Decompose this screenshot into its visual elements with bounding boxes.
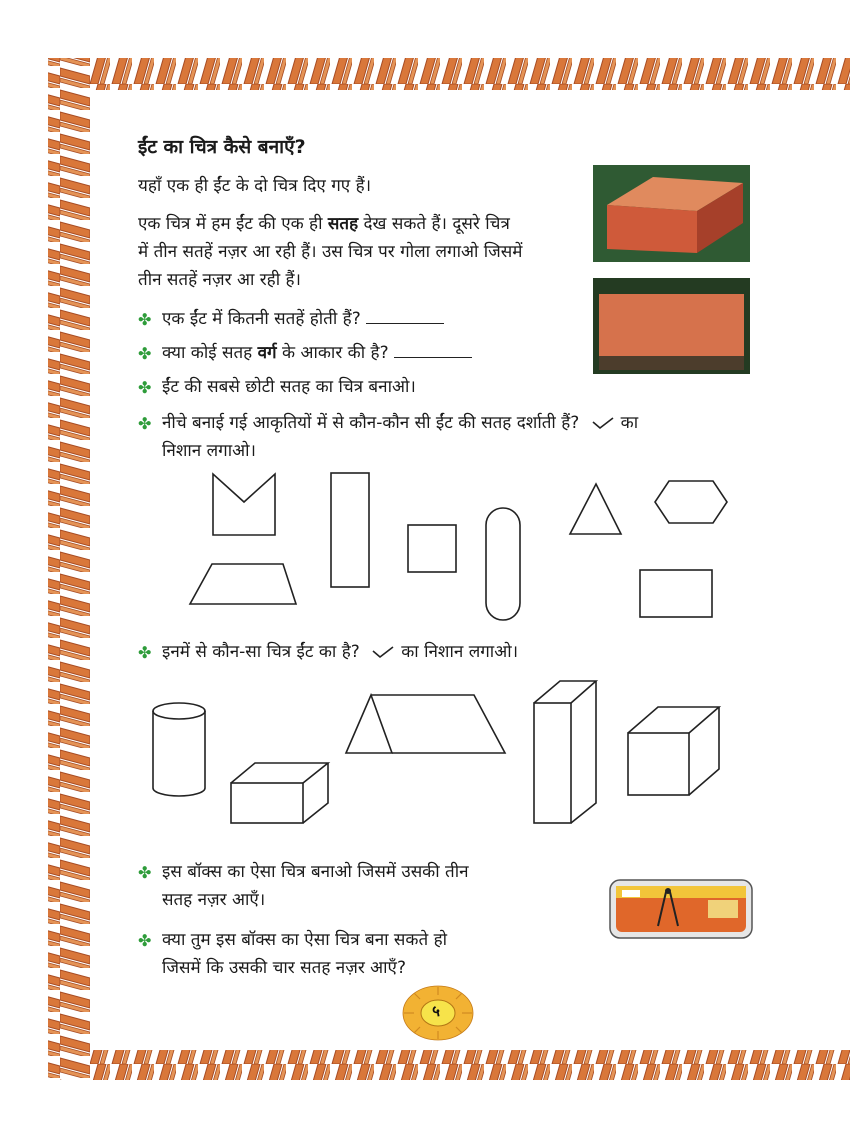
trapezium-shape[interactable] (190, 564, 296, 604)
flat-shapes-figure (180, 468, 740, 628)
cuboid-tall-shape[interactable] (534, 681, 596, 823)
cylinder-shape[interactable] (153, 703, 205, 796)
four-leaf-star-icon: ✤ (138, 414, 152, 433)
solid-shapes-figure (140, 675, 740, 835)
instruction-paragraph (138, 210, 588, 294)
notched-square-shape[interactable] (213, 474, 275, 535)
cuboid-flat-shape[interactable] (231, 763, 328, 823)
four-leaf-star-icon: ✤ (138, 344, 152, 363)
check-mark-icon (371, 645, 395, 659)
instruction-line-3: तीन सतहें नज़र आ रही हैं। (138, 270, 301, 290)
question-smallest-face: ✤ ईंट की सबसे छोटी सतह का चित्र बनाओ। (138, 373, 416, 401)
check-mark-icon (591, 416, 615, 430)
triangular-prism-shape[interactable] (346, 695, 505, 753)
question-surfaces-count: ✤ एक ईंट में कितनी सतहें होती हैं? (138, 305, 444, 333)
answer-blank[interactable] (394, 341, 472, 358)
brick-photo-three-faces (593, 165, 750, 262)
cube-shape[interactable] (628, 707, 719, 795)
hexagon-shape[interactable] (655, 481, 727, 523)
page-title: ईंट का चित्र कैसे बनाएँ? (138, 136, 306, 158)
question-draw-four-faces: ✤ क्या तुम इस बॉक्स का ऐसा चित्र बना सकते हो जिसमें कि उसकी चार सतह नज़र आएँ? (138, 926, 560, 982)
four-leaf-star-icon: ✤ (138, 310, 152, 329)
wide-rectangle-shape[interactable] (640, 570, 712, 617)
four-leaf-star-icon: ✤ (138, 863, 152, 882)
tall-rectangle-shape[interactable] (331, 473, 369, 587)
brick-photo-one-face (593, 278, 750, 374)
triangle-shape[interactable] (570, 484, 621, 534)
question-which-is-brick: ✤ इनमें से कौन-सा चित्र ईंट का है? का निशान लगाओ। (138, 638, 518, 666)
four-leaf-star-icon: ✤ (138, 378, 152, 397)
question-draw-three-faces: ✤ इस बॉक्स का ऐसा चित्र बनाओ जिसमें उसकी तीन सतह नज़र आएँ। (138, 858, 560, 914)
question-which-shapes: ✤ नीचे बनाई गई आकृतियों में से कौन-कौन सी ईंट की सतह दर्शाती हैं? का निशान लगाओ। (138, 409, 742, 465)
intro-text: यहाँ एक ही ईंट के दो चित्र दिए गए हैं। (138, 176, 372, 196)
instruction-line-2: में तीन सतहें नज़र आ रही हैं। उस चित्र पर गोला लगाओ जिसमें (138, 242, 523, 262)
four-leaf-star-icon: ✤ (138, 931, 152, 950)
answer-blank[interactable] (366, 307, 444, 324)
stadium-shape[interactable] (486, 508, 520, 620)
page-number: ५ (432, 1002, 440, 1020)
question-square-face: ✤ क्या कोई सतह वर्ग के आकार की है? (138, 339, 472, 367)
geometry-box-photo (608, 878, 754, 940)
four-leaf-star-icon: ✤ (138, 643, 152, 662)
instruction-line-1: एक चित्र में हम ईंट की एक ही सतह देख सकते हैं। दूसरे चित्र (138, 214, 510, 234)
square-shape[interactable] (408, 525, 456, 572)
